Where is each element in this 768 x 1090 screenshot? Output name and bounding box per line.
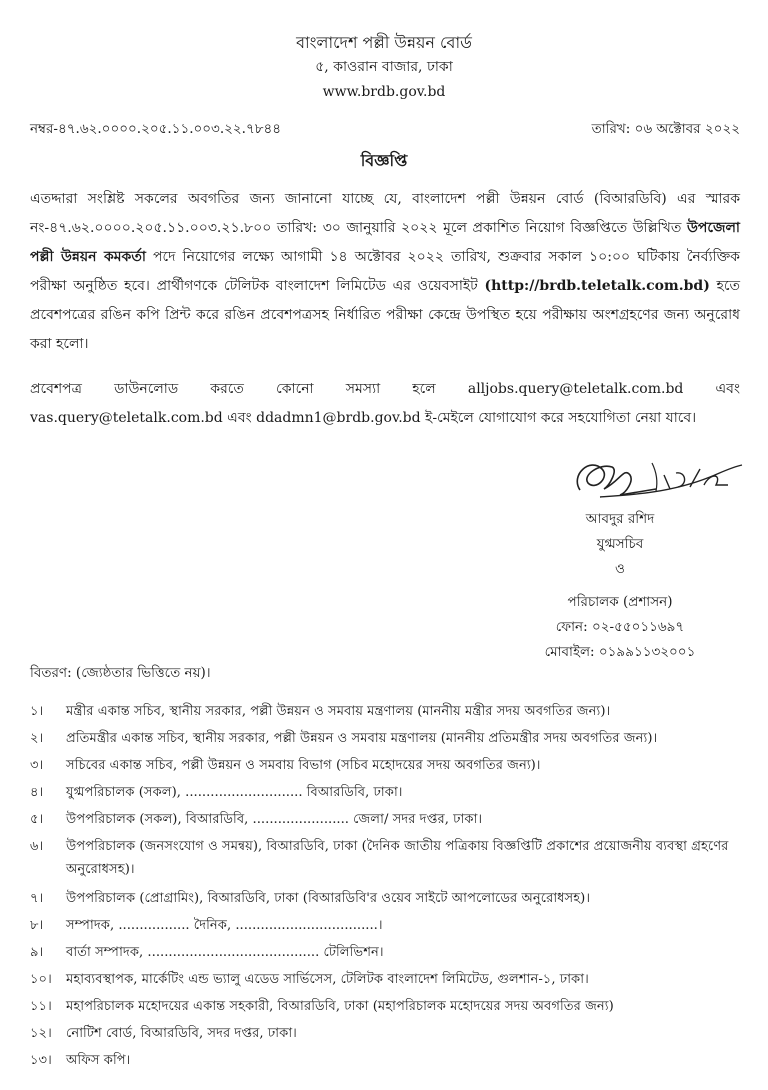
list-item-text: উপপরিচালক (জনসংযোগ ও সমন্বয়), বিআরডিবি, ঢাকা (দৈনিক জাতীয় পত্রিকায় বিজ্ঞপ্তিটি প্রকাশের প্রয়োজনীয় ব্যবস্থা গ্রহণের অনুরোধসহ)। bbox=[66, 839, 729, 877]
list-item bbox=[30, 1022, 742, 1045]
list-item bbox=[30, 781, 742, 804]
list-item-text: প্রতিমন্ত্রীর একান্ত সচিব, স্থানীয় সরকার, পল্লী উন্নয়ন ও সমবায় মন্ত্রণালয় (মাননীয় প্রতিমন্ত্রীর সদয় অবগতির জন্য)। bbox=[66, 731, 658, 746]
para1-text-c: হতে প্রবেশপত্রের রঙিন কপি প্রিন্ট করে রঙিন প্রবেশপত্রসহ নির্ধারিত পরীক্ষা কেন্দ্রে উপস্থিত হয়ে পরীক্ষায় অংশগ্রহণের জন্য অনুরোধ করা হলো। bbox=[30, 278, 741, 352]
para2-text-b: ই-মেইলে যোগাযোগ করে সহযোগিতা নেয়া যাবে। bbox=[420, 410, 697, 426]
para2-text-a: প্রবেশপত্র ডাউনলোড করতে কোনো সমস্যা হলে bbox=[30, 381, 468, 397]
email-ddadmn: ddadmn1@brdb.gov.bd bbox=[256, 410, 421, 426]
list-item-number: ১। bbox=[30, 704, 44, 719]
signatory-mobile: মোবাইল: ০১৯৯১১৩২০০১ bbox=[544, 644, 696, 660]
list-item bbox=[30, 700, 742, 723]
list-item-text: মন্ত্রীর একান্ত সচিব, স্থানীয় সরকার, পল্লী উন্নয়ন ও সমবায় মন্ত্রণালয় (মাননীয় মন্ত্রীর সদয় অবগতির জন্য)। bbox=[66, 704, 611, 719]
post-name: উপজেলা পল্লী উন্নয়ন কমকর্তা bbox=[30, 220, 740, 265]
email-vas: vas.query@teletalk.com.bd bbox=[30, 410, 223, 426]
list-item bbox=[30, 995, 742, 1018]
list-item bbox=[30, 754, 742, 777]
list-item-text: অফিস কপি। bbox=[66, 1053, 131, 1068]
list-item-text: সচিবের একান্ত সচিব, পল্লী উন্নয়ন ও সমবায় বিভাগ (সচিব মহোদয়ের সদয় অবগতির জন্য)। bbox=[66, 758, 541, 773]
list-item-text: উপপরিচালক (প্রোগ্রামিং), বিআরডিবি, ঢাকা (বিআরডিবি'র ওয়েব সাইটে আপলোডের অনুরোধসহ)। bbox=[66, 891, 591, 906]
list-item-number: ১০। bbox=[30, 972, 52, 987]
list-item-text: উপপরিচালক (সকল), বিআরডিবি, ....................... জেলা/ সদর দপ্তর, ঢাকা। bbox=[66, 812, 483, 827]
teletalk-url: (http://brdb.teletalk.com.bd) bbox=[484, 278, 710, 294]
list-item-text: সম্পাদক, ................. দৈনিক, ..................................। bbox=[66, 918, 383, 933]
reference-row bbox=[30, 118, 740, 140]
signatory-conjunction: ও bbox=[615, 561, 625, 577]
para2-and-1: এবং bbox=[683, 381, 740, 397]
memo-date: তারিখ: ০৬ অক্টোবর ২০২২ bbox=[591, 121, 740, 137]
list-item-text: যুগ্মপরিচালক (সকল), ............................ বিআরডিবি, ঢাকা। bbox=[66, 785, 403, 800]
organization-website: www.brdb.gov.bd bbox=[322, 84, 446, 100]
list-item-number: ৫। bbox=[30, 812, 44, 827]
notice-paragraph-main bbox=[30, 185, 740, 359]
para1-text-b: পদে নিয়োগের লক্ষ্যে আগামী ১৪ অক্টোবর ২০২২ তারিখ, শুক্রবার সকাল ১০:০০ ঘটিকায় নৈর্ব্যক্তিক পরীক্ষা অনুষ্ঠিত হবে। প্রার্থীগণকে টেলিটক বাংলাদেশ লিমিটেড এর ওয়েবসাইট bbox=[30, 249, 740, 294]
notice-title: বিজ্ঞপ্তি bbox=[360, 151, 408, 170]
list-item-number: ৯। bbox=[30, 945, 44, 960]
list-item bbox=[30, 1049, 742, 1072]
signatory-block bbox=[520, 507, 720, 665]
list-item-number: ১১। bbox=[30, 999, 52, 1014]
organization-name: বাংলাদেশ পল্লী উন্নয়ন বোর্ড bbox=[296, 33, 472, 52]
list-item-number: ৮। bbox=[30, 918, 44, 933]
signatory-name: আবদুর রশিদ bbox=[585, 511, 655, 527]
handwritten-signature bbox=[560, 445, 750, 515]
list-item-number: ১৩। bbox=[30, 1053, 52, 1068]
list-item-number: ২। bbox=[30, 731, 44, 746]
list-item bbox=[30, 914, 742, 937]
distribution-list bbox=[30, 700, 742, 1076]
list-item bbox=[30, 808, 742, 831]
list-item bbox=[30, 727, 742, 750]
list-item bbox=[30, 835, 742, 881]
letterhead bbox=[0, 30, 768, 105]
list-item-text: বার্তা সম্পাদক, ......................................... টেলিভিশন। bbox=[66, 945, 384, 960]
memo-number: নম্বর-৪৭.৬২.০০০০.২০৫.১১.০০৩.২২.৭৮৪৪ bbox=[30, 121, 282, 137]
signatory-phone: ফোন: ০২-৫৫০১১৬৯৭ bbox=[555, 619, 685, 635]
para1-text-a: এতদ্দারা সংশ্লিষ্ট সকলের অবগতির জন্য জানানো যাচ্ছে যে, বাংলাদেশ পল্লী উন্নয়ন বোর্ড (বিআরডিবি) এর স্মারক নং-৪৭.৬২.০০০০.২০৫.১১.০০৩.২১.৮০০ তারিখ: ৩০ জানুয়ারি ২০২২ মূলে প্রকাশিত নিয়োগ বিজ্ঞপ্তিতে উল্লিখিত bbox=[30, 191, 740, 236]
signatory-designation: যুগ্মসচিব bbox=[596, 536, 644, 552]
list-item-number: ৬। bbox=[30, 839, 44, 854]
list-item bbox=[30, 887, 742, 910]
list-item-number: ৪। bbox=[30, 785, 44, 800]
notice-paragraph-contact bbox=[30, 375, 740, 433]
signatory-role: পরিচালক (প্রশাসন) bbox=[567, 594, 673, 610]
list-item-text: মহাব্যবস্থাপক, মার্কেটিং এন্ড ভ্যালু এডেড সার্ভিসেস, টেলিটক বাংলাদেশ লিমিটেড, গুলশান-১, ঢাকা। bbox=[66, 972, 589, 987]
list-item-number: ৩। bbox=[30, 758, 44, 773]
list-item-text: নোটিশ বোর্ড, বিআরডিবি, সদর দপ্তর, ঢাকা। bbox=[66, 1026, 297, 1041]
email-alljobs: alljobs.query@teletalk.com.bd bbox=[467, 381, 684, 397]
list-item-number: ১২। bbox=[30, 1026, 52, 1041]
distribution-heading: বিতরণ: (জ্যেষ্ঠতার ভিত্তিতে নয়)। bbox=[30, 665, 211, 681]
list-item bbox=[30, 941, 742, 964]
organization-address: ৫, কাওরান বাজার, ঢাকা bbox=[315, 59, 453, 75]
list-item-text: মহাপরিচালক মহোদয়ের একান্ত সহকারী, বিআরডিবি, ঢাকা (মহাপরিচালক মহোদয়ের সদয় অবগতির জন্য) bbox=[66, 999, 614, 1014]
para2-and-2: এবং bbox=[222, 410, 257, 426]
list-item bbox=[30, 968, 742, 991]
list-item-number: ৭। bbox=[30, 891, 44, 906]
